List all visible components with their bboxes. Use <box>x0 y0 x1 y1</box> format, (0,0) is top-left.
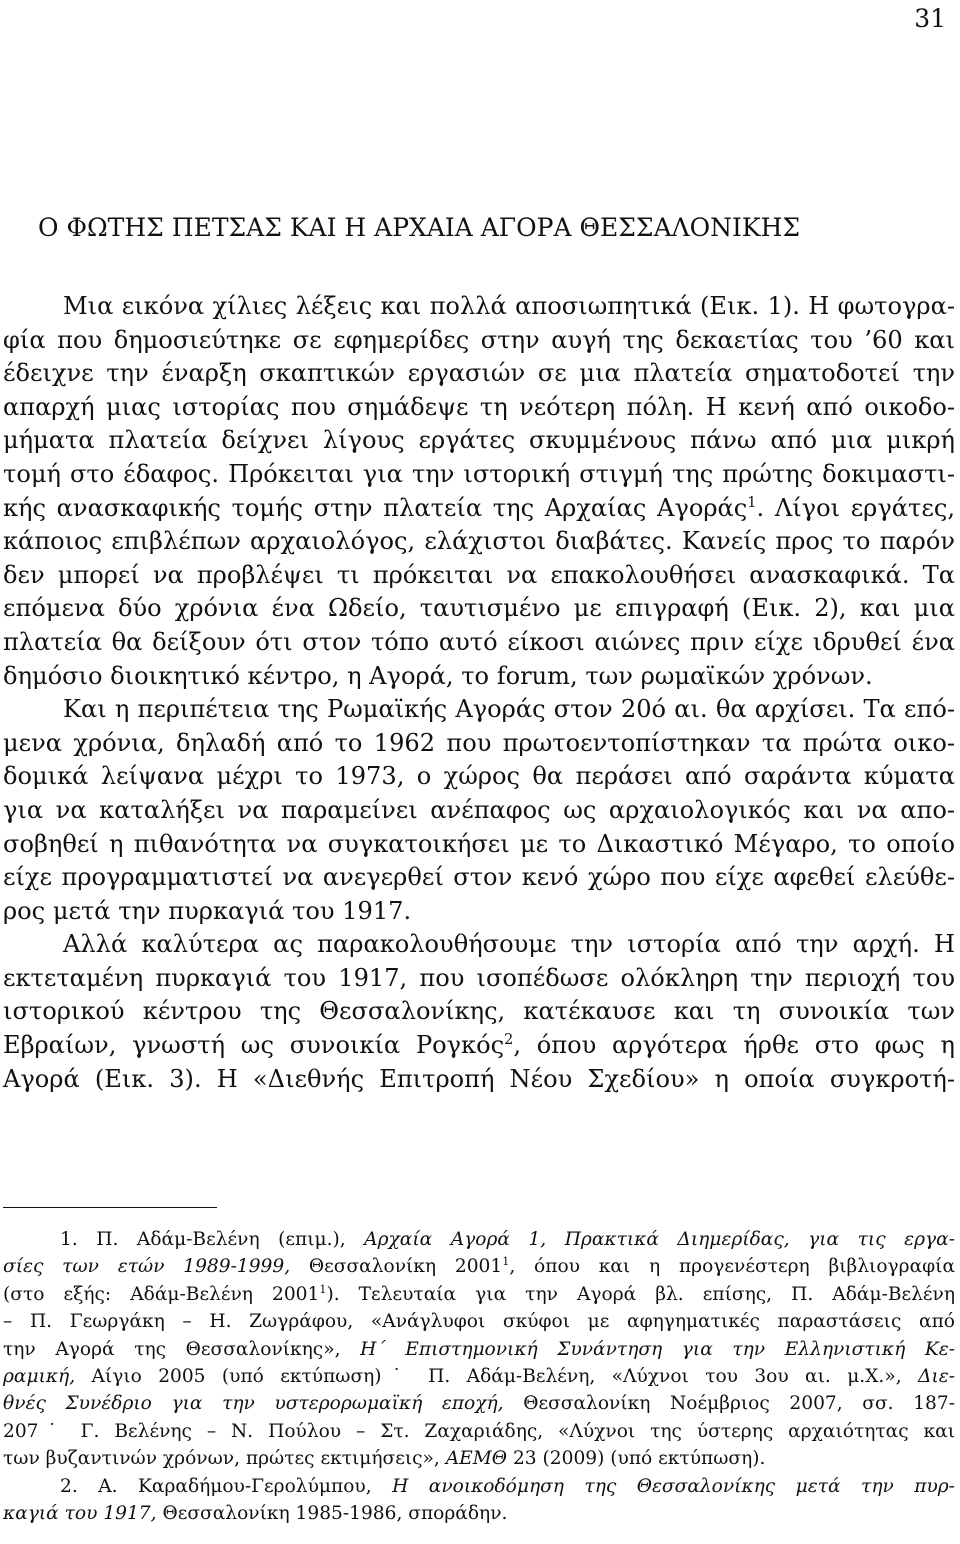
body-line: δημόσιο διοικητικό κέντρο, η Αγορά, το forum, των ρωμαϊκών χρόνων. <box>3 661 873 690</box>
footnote-line: την Αγορά της Θεσσαλονίκης», Η΄ Επιστημονική Συνάντηση για την Ελληνιστική Κε- <box>3 1338 955 1360</box>
body-line: επόμενα δύο χρόνια ένα Ωδείο, ταυτισμένο με επιγραφή (Εικ. 2), και μια <box>3 594 955 623</box>
footnote-line: – Π. Γεωργάκη – Η. Ζωγράφου, «Ανάγλυφοι σκύφοι με αφηγηματικές παραστάσεις από <box>3 1311 955 1333</box>
body-line: δεν μπορεί να προβλέψει τι πρόκειται να επακολουθήσει ανασκαφικά. Τα <box>3 560 955 589</box>
body-line: δομικά λείψανα μέχρι το 1973, ο χώρος θα περάσει από σαράντα κύματα <box>3 762 955 791</box>
footnote-line: ραμική, Αίγιο 2005 (υπό εκτύπωση)˙ Π. Αδάμ-Βελένη, «Λύχνοι του 3ου αι. μ.Χ.», Διε- <box>3 1365 955 1387</box>
footnote-line: (στο εξής: Αδάμ-Βελένη 2001$^1$). Τελευταία για την Αγορά βλ. επίσης, Π. Αδάμ-Βελένη <box>3 1282 955 1305</box>
body-line: για να καταλήξει να παραμείνει ανέπαφος ως αρχαιολογικός και να απο- <box>3 795 955 824</box>
body-line: πλατεία θα δείξουν ότι στον τόπο αυτό είκοσι αιώνες πριν είχε ιδρυθεί ένα <box>3 627 955 656</box>
body-line: κής ανασκαφικής τομής στην πλατεία της Αρχαίας Αγοράς$^1$. Λίγοι εργάτες, <box>3 493 955 522</box>
body-line: σοβηθεί η πιθανότητα να συγκατοικήσει με το Δικαστικό Μέγαρο, το οποίο <box>3 829 955 858</box>
body-line: ιστορικού κέντρου της Θεσσαλονίκης, κατέκαυσε και τη συνοικία των <box>3 997 955 1026</box>
body-line: Αλλά καλύτερα ας παρακολουθήσουμε την ιστορία από την αρχή. Η <box>63 930 955 959</box>
body-text <box>3 290 955 1096</box>
body-line: έδειχνε την έναρξη σκαπτικών εργασιών σε μια πλατεία σηματοδοτεί την <box>3 359 955 388</box>
footnote-ref: 2 <box>504 1032 514 1049</box>
footnotes <box>3 1226 955 1527</box>
chapter-title: Ο ΦΩΤΗΣ ΠΕΤΣΑΣ ΚΑΙ Η ΑΡΧΑΙΑ ΑΓΟΡΑ ΘΕΣΣΑΛΟΝΙΚΗΣ <box>38 213 801 242</box>
body-line: ρος μετά την πυρκαγιά του 1917. <box>3 896 412 925</box>
body-line: Εβραίων, γνωστή ως συνοικία Ρογκός$^2$, όπου αργότερα ήρθε στο φως η <box>3 1031 955 1060</box>
body-line: Μια εικόνα χίλιες λέξεις και πολλά αποσιωπητικά (Εικ. 1). Η φωτογρα- <box>63 292 955 320</box>
body-line: εκτεταμένη πυρκαγιά του 1917, που ισοπέδωσε ολόκληρη την περιοχή του <box>3 963 955 992</box>
body-line: απαρχή μιας ιστορίας που σημάδεψε τη νεότερη πόλη. Η κενή από οικοδο- <box>3 392 955 421</box>
footnote-line: 2. Α. Καραδήμου-Γερολύμπου, Η ανοικοδόμηση της Θεσσαλονίκης μετά την πυρ- <box>60 1475 955 1497</box>
body-line: φία που δημοσιεύτηκε σε εφημερίδες στην αυγή της δεκαετίας του ’60 και <box>3 325 955 354</box>
body-line: μενα χρόνια, δηλαδή από το 1962 που πρωτοεντοπίστηκαν τα πρώτα οικο- <box>3 728 955 757</box>
body-line: Και η περιπέτεια της Ρωμαϊκής Αγοράς στον 20ό αι. θα αρχίσει. Τα επό- <box>63 695 955 724</box>
body-line: είχε προγραμματιστεί να ανεγερθεί στον κενό χώρο που είχε αφεθεί ελεύθε- <box>3 863 955 892</box>
body-line: μήματα πλατεία δείχνει λίγους εργάτες σκυμμένους πάνω από μια μικρή <box>3 426 955 455</box>
body-line: κάποιος επιβλέπων αρχαιολόγος, ελάχιστοι διαβάτες. Κανείς προς το παρόν <box>3 527 955 556</box>
page-number: 31 <box>914 4 946 33</box>
footnote-line: των βυζαντινών χρόνων, πρώτες εκτιμήσεις», ΑΕΜΘ 23 (2009) (υπό εκτύπωση). <box>3 1448 766 1470</box>
footnote-divider <box>3 1207 217 1208</box>
body-line: τομή στο έδαφος. Πρόκειται για την ιστορική στιγμή της πρώτης δοκιμαστι- <box>3 459 955 488</box>
footnote-line: σίες των ετών 1989-1999, Θεσσαλονίκη 2001$^1$, όπου και η προγενέστερη βιβλιογραφία <box>3 1255 955 1278</box>
footnote-ref: 1 <box>747 494 757 511</box>
footnote-line: καγιά του 1917, Θεσσαλονίκη 1985-1986, σποράδην. <box>3 1502 508 1524</box>
footnote-line: 207˙ Γ. Βελένης – Ν. Πούλου – Στ. Ζαχαριάδης, «Λύχνοι της ύστερης αρχαιότητας και <box>3 1420 955 1442</box>
footnote-line: θνές Συνέδριο για την υστερορωμαϊκή εποχή, Θεσσαλονίκη Νοέμβριος 2007, σσ. 187- <box>3 1393 955 1415</box>
body-line: Αγορά (Εικ. 3). Η «Διεθνής Επιτροπή Νέου Σχεδίου» η οποία συγκροτή- <box>3 1064 955 1093</box>
footnote-line: 1. Π. Αδάμ-Βελένη (επιμ.), Αρχαία Αγορά 1, Πρακτικά Διημερίδας, για τις εργα- <box>60 1229 955 1250</box>
